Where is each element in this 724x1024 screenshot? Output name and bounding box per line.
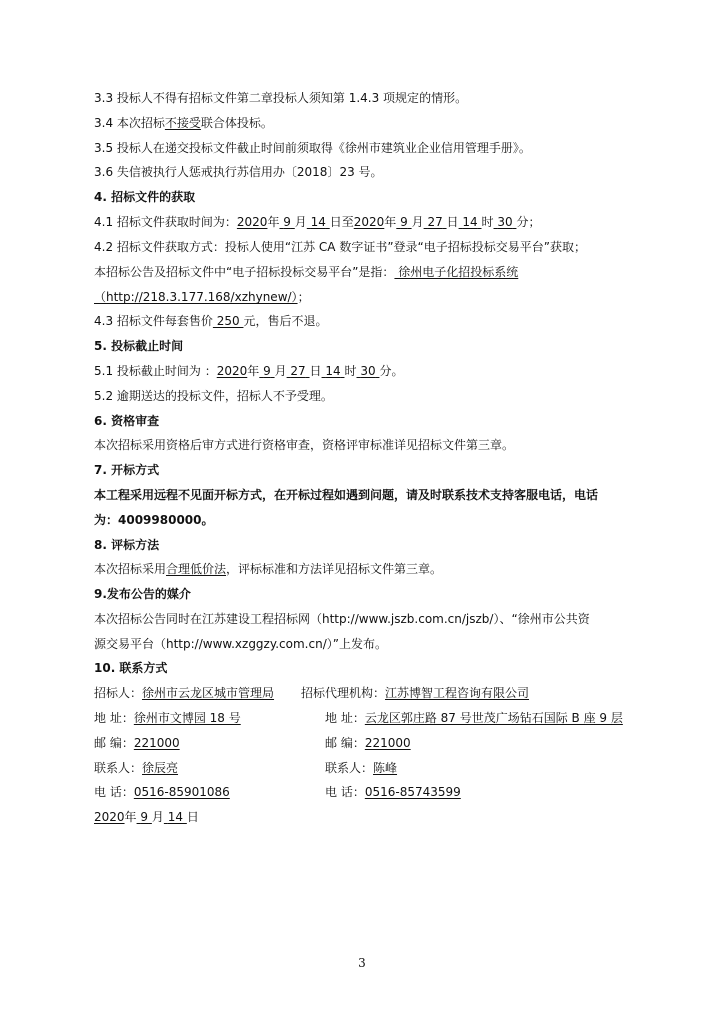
clause-6-1: 本次招标采用资格后审方式进行资格审查，资格评审标准详见招标文件第三章。: [94, 438, 515, 452]
section-7-heading: 7. 开标方式: [94, 463, 160, 477]
contact-row-phone: 电 话：0516-85901086 电 话：0516-85743599: [94, 785, 461, 799]
platform-url-link[interactable]: （http://218.3.177.168/xzhynew/）: [94, 290, 298, 304]
clause-7-1: 本工程采用远程不见面开标方式，在开标过程如遇到问题，请及时联系技术支持客服电话，电话: [94, 488, 599, 502]
clause-3-3: 3.3 投标人不得有招标文件第二章投标人须知第 1.4.3 项规定的情形。: [94, 91, 468, 105]
page-number: 3: [358, 956, 366, 970]
clause-3-5: 3.5 投标人在递交投标文件截止时间前须取得《徐州市建筑业企业信用管理手册》。: [94, 141, 531, 155]
clause-3-6: 3.6 失信被执行人惩戒执行苏信用办〔2018〕23 号。: [94, 165, 383, 179]
clause-4-2: 4.2 招标文件获取方式：投标人使用“江苏 CA 数字证书”登录“电子招标投标交易平台”获取；: [94, 240, 586, 254]
clause-4-2-platform: 本招标公告及招标文件中“电子招标投标交易平台”是指： 徐州电子化招投标系统: [94, 265, 519, 279]
contact-row-postcode: 邮 编：221000 邮 编：221000: [94, 736, 411, 750]
clause-7-2: 为：4009980000。: [94, 513, 214, 527]
section-6-heading: 6. 资格审查: [94, 414, 160, 428]
clause-5-1: 5.1 投标截止时间为 ：2020年 9 月 27 日 14 时 30 分。: [94, 364, 404, 378]
section-8-heading: 8. 评标方法: [94, 538, 160, 552]
section-5-heading: 5. 投标截止时间: [94, 339, 184, 353]
document-date: 2020年 9 月 14 日: [94, 810, 199, 824]
clause-8-1: 本次招标采用合理低价法，评标标准和方法详见招标文件第三章。: [94, 562, 443, 576]
clause-4-3: 4.3 招标文件每套售价 250 元，售后不退。: [94, 314, 328, 328]
clause-9-1: 本次招标公告同时在江苏建设工程招标网（http://www.jszb.com.cn/jszb/）、“徐州市公共资: [94, 612, 590, 626]
contact-row-org: 招标人：徐州市云龙区城市管理局 招标代理机构：江苏博智工程咨询有限公司: [94, 686, 530, 700]
contact-row-address: 地 址：徐州市文博园 18 号 地 址：云龙区郭庄路 87 号世茂广场钻石国际 B 座 9 层: [94, 711, 623, 725]
section-10-heading: 10. 联系方式: [94, 661, 168, 675]
contact-row-person: 联系人：徐辰亮 联系人：陈峰: [94, 761, 398, 775]
clause-4-2-url: （http://218.3.177.168/xzhynew/）；: [94, 290, 310, 304]
clause-5-2: 5.2 逾期送达的投标文件，招标人不予受理。: [94, 389, 333, 403]
section-4-heading: 4. 招标文件的获取: [94, 190, 196, 204]
clause-3-4: 3.4 本次招标不接受联合体投标。: [94, 116, 273, 130]
clause-9-2: 源交易平台（http://www.xzggzy.com.cn/）”上发布。: [94, 637, 387, 651]
section-9-heading: 9.发布公告的媒介: [94, 587, 191, 601]
clause-4-1: 4.1 招标文件获取时间为：2020年 9 月 14 日至2020年 9 月 27 日 14 时 30 分；: [94, 215, 541, 229]
